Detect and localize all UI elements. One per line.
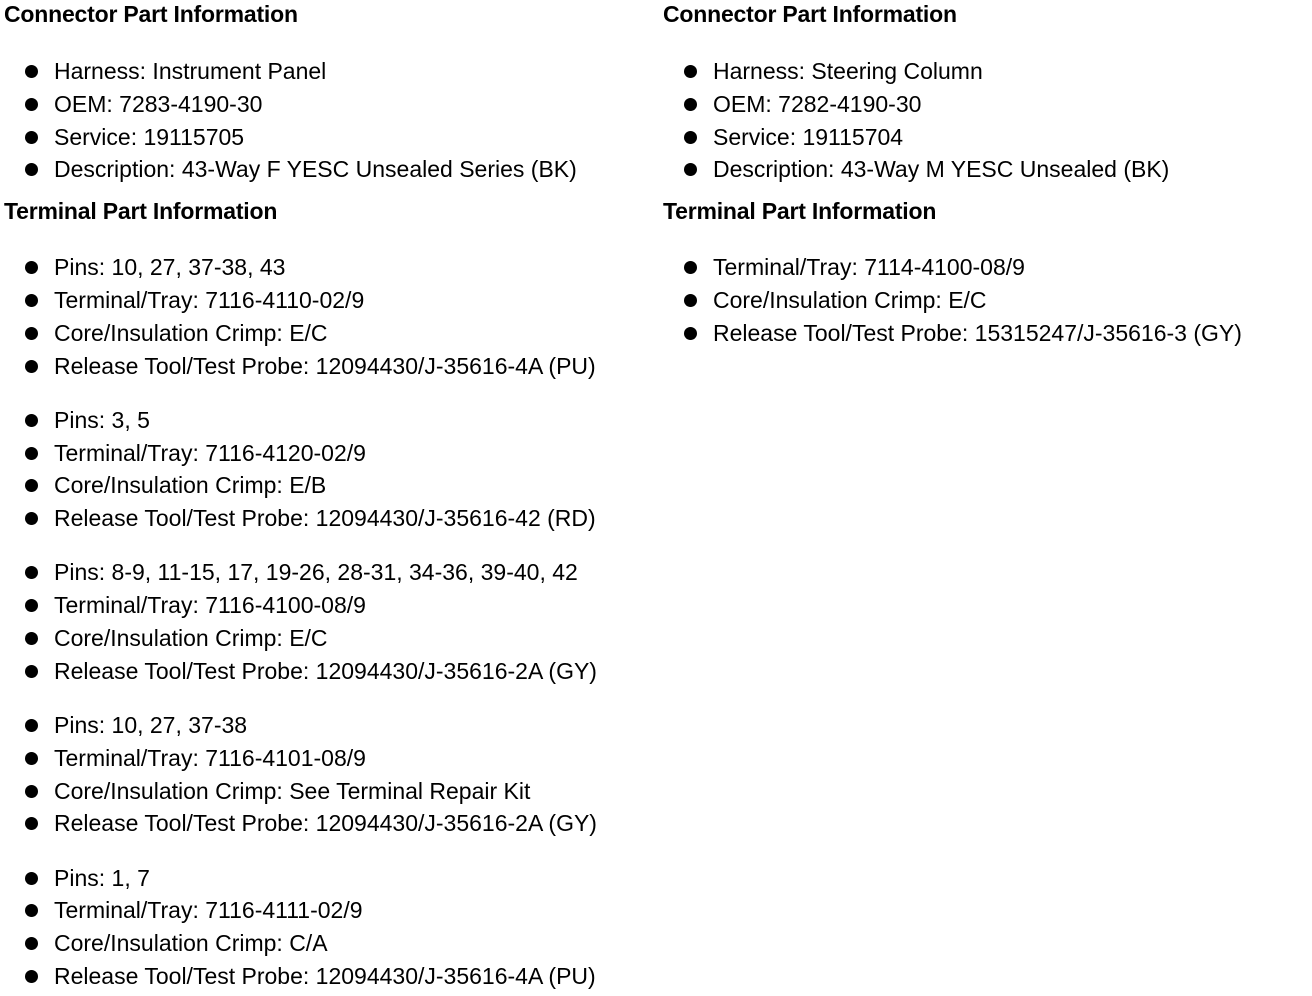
connector-heading: Connector Part Information — [663, 1, 957, 27]
terminal-group — [4, 862, 656, 993]
terminal-crimp: Core/Insulation Crimp: E/C — [4, 317, 656, 350]
left-column — [4, 0, 656, 993]
terminal-group — [4, 709, 656, 840]
connector-item-service: Service: 19115705 — [4, 121, 656, 154]
terminal-pins: Pins: 3, 5 — [4, 404, 656, 437]
terminal-group — [4, 404, 656, 535]
connector-item-service: Service: 19115704 — [663, 121, 1308, 154]
connector-item-oem: OEM: 7283-4190-30 — [4, 88, 656, 121]
terminal-tray: Terminal/Tray: 7116-4100-08/9 — [4, 589, 656, 622]
terminal-release-tool: Release Tool/Test Probe: 12094430/J-35616-2A (GY) — [4, 807, 656, 840]
terminal-groups — [4, 251, 656, 993]
terminal-release-tool: Release Tool/Test Probe: 12094430/J-35616-4A (PU) — [4, 960, 656, 993]
terminal-crimp: Core/Insulation Crimp: E/B — [4, 469, 656, 502]
terminal-crimp: Core/Insulation Crimp: C/A — [4, 927, 656, 960]
terminal-tray: Terminal/Tray: 7114-4100-08/9 — [663, 251, 1308, 284]
terminal-release-tool: Release Tool/Test Probe: 12094430/J-35616-42 (RD) — [4, 502, 656, 535]
connector-item-harness: Harness: Instrument Panel — [4, 55, 656, 88]
terminal-pins: Pins: 10, 27, 37-38, 43 — [4, 251, 656, 284]
connector-heading: Connector Part Information — [4, 1, 298, 27]
terminal-crimp: Core/Insulation Crimp: E/C — [4, 622, 656, 655]
connector-item-description: Description: 43-Way M YESC Unsealed (BK) — [663, 153, 1308, 186]
terminal-groups — [663, 251, 1308, 349]
terminal-pins: Pins: 8-9, 11-15, 17, 19-26, 28-31, 34-36, 39-40, 42 — [4, 556, 656, 589]
connector-item-oem: OEM: 7282-4190-30 — [663, 88, 1308, 121]
connector-item-harness: Harness: Steering Column — [663, 55, 1308, 88]
terminal-tray: Terminal/Tray: 7116-4120-02/9 — [4, 437, 656, 470]
terminal-release-tool: Release Tool/Test Probe: 12094430/J-35616-2A (GY) — [4, 655, 656, 688]
terminal-group — [663, 251, 1308, 349]
terminal-release-tool: Release Tool/Test Probe: 15315247/J-35616-3 (GY) — [663, 317, 1308, 350]
connector-list — [663, 55, 1308, 186]
terminal-group — [4, 251, 656, 382]
terminal-release-tool: Release Tool/Test Probe: 12094430/J-35616-4A (PU) — [4, 350, 656, 383]
terminal-tray: Terminal/Tray: 7116-4101-08/9 — [4, 742, 656, 775]
connector-list — [4, 55, 656, 186]
terminal-crimp: Core/Insulation Crimp: See Terminal Repair Kit — [4, 775, 656, 808]
connector-item-description: Description: 43-Way F YESC Unsealed Series (BK) — [4, 153, 656, 186]
terminal-pins: Pins: 10, 27, 37-38 — [4, 709, 656, 742]
terminal-crimp: Core/Insulation Crimp: E/C — [663, 284, 1308, 317]
right-column — [663, 0, 1308, 350]
terminal-group — [4, 556, 656, 687]
terminal-pins: Pins: 1, 7 — [4, 862, 656, 895]
terminal-heading: Terminal Part Information — [4, 198, 278, 225]
terminal-tray: Terminal/Tray: 7116-4110-02/9 — [4, 284, 656, 317]
terminal-heading: Terminal Part Information — [663, 198, 937, 225]
terminal-tray: Terminal/Tray: 7116-4111-02/9 — [4, 894, 656, 927]
